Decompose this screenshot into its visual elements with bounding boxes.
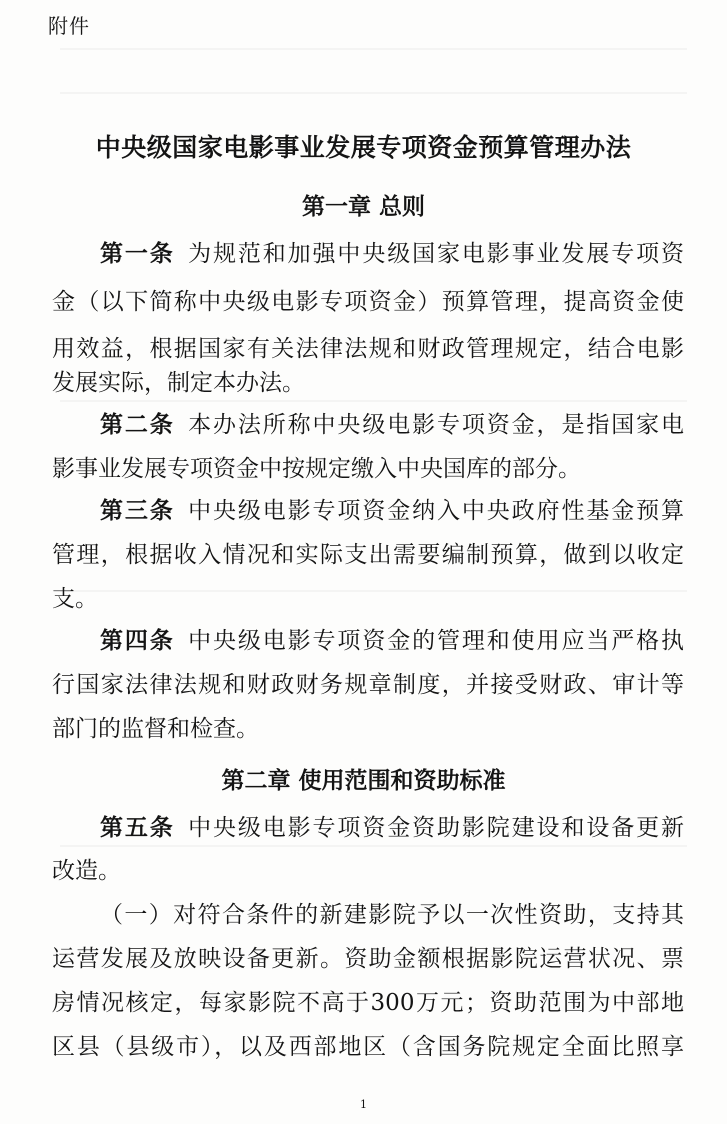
bleed-through-mark (60, 845, 687, 847)
page-number: 1 (360, 1098, 367, 1111)
article-3-line-1: 第三条 中央级电影专项资金纳入中央政府性基金预算 (100, 498, 685, 524)
article-5-line-2: 改造。 (52, 858, 121, 884)
article-label: 第三条 (100, 498, 175, 524)
article-2-line-1: 第二条 本办法所称中央级电影专项资金，是指国家电 (100, 412, 685, 438)
bleed-through-mark (60, 400, 687, 402)
article-1-line-1: 第一条 为规范和加强中央级国家电影事业发展专项资 (100, 241, 685, 267)
article-1-line-3: 用效益，根据国家有关法律法规和财政管理规定，结合电影 (52, 336, 684, 362)
document-title: 中央级国家电影事业发展专项资金预算管理办法 (95, 133, 632, 162)
article-3-line-3: 支。 (52, 586, 98, 612)
article-label: 第一条 (100, 241, 175, 267)
article-4-line-1: 第四条 中央级电影专项资金的管理和使用应当严格执 (100, 628, 685, 654)
bleed-through-mark (60, 92, 687, 94)
attachment-label: 附件 (48, 14, 90, 38)
article-4-line-3: 部门的监督和检查。 (52, 716, 259, 742)
item-1-line-3: 房情况核定，每家影院不高于300万元；资助范围为中部地 (52, 990, 684, 1016)
chapter-heading: 第二章 使用范围和资助标准 (221, 768, 506, 794)
article-1-line-2: 金（以下简称中央级电影专项资金）预算管理，提高资金使 (52, 289, 684, 315)
article-label: 第四条 (100, 628, 175, 654)
bleed-through-mark (60, 48, 687, 50)
article-label: 第二条 (100, 412, 175, 438)
article-5-line-1: 第五条 中央级电影专项资金资助影院建设和设备更新 (100, 815, 685, 841)
article-1-line-4: 发展实际，制定本办法。 (52, 370, 305, 396)
item-1-line-2: 运营发展及放映设备更新。资助金额根据影院运营状况、票 (52, 946, 684, 972)
article-4-line-2: 行国家法律法规和财政财务规章制度，并接受财政、审计等 (52, 672, 684, 698)
article-label: 第五条 (100, 815, 175, 841)
article-3-line-2: 管理，根据收入情况和实际支出需要编制预算，做到以收定 (52, 542, 684, 568)
item-1-line-1: （一）对符合条件的新建影院予以一次性资助，支持其 (100, 902, 684, 928)
article-2-line-2: 影事业发展专项资金中按规定缴入中央国库的部分。 (52, 456, 581, 482)
item-1-line-4: 区县（县级市），以及西部地区（含国务院规定全面比照享 (52, 1034, 684, 1060)
chapter-heading: 第一章 总则 (301, 194, 425, 220)
